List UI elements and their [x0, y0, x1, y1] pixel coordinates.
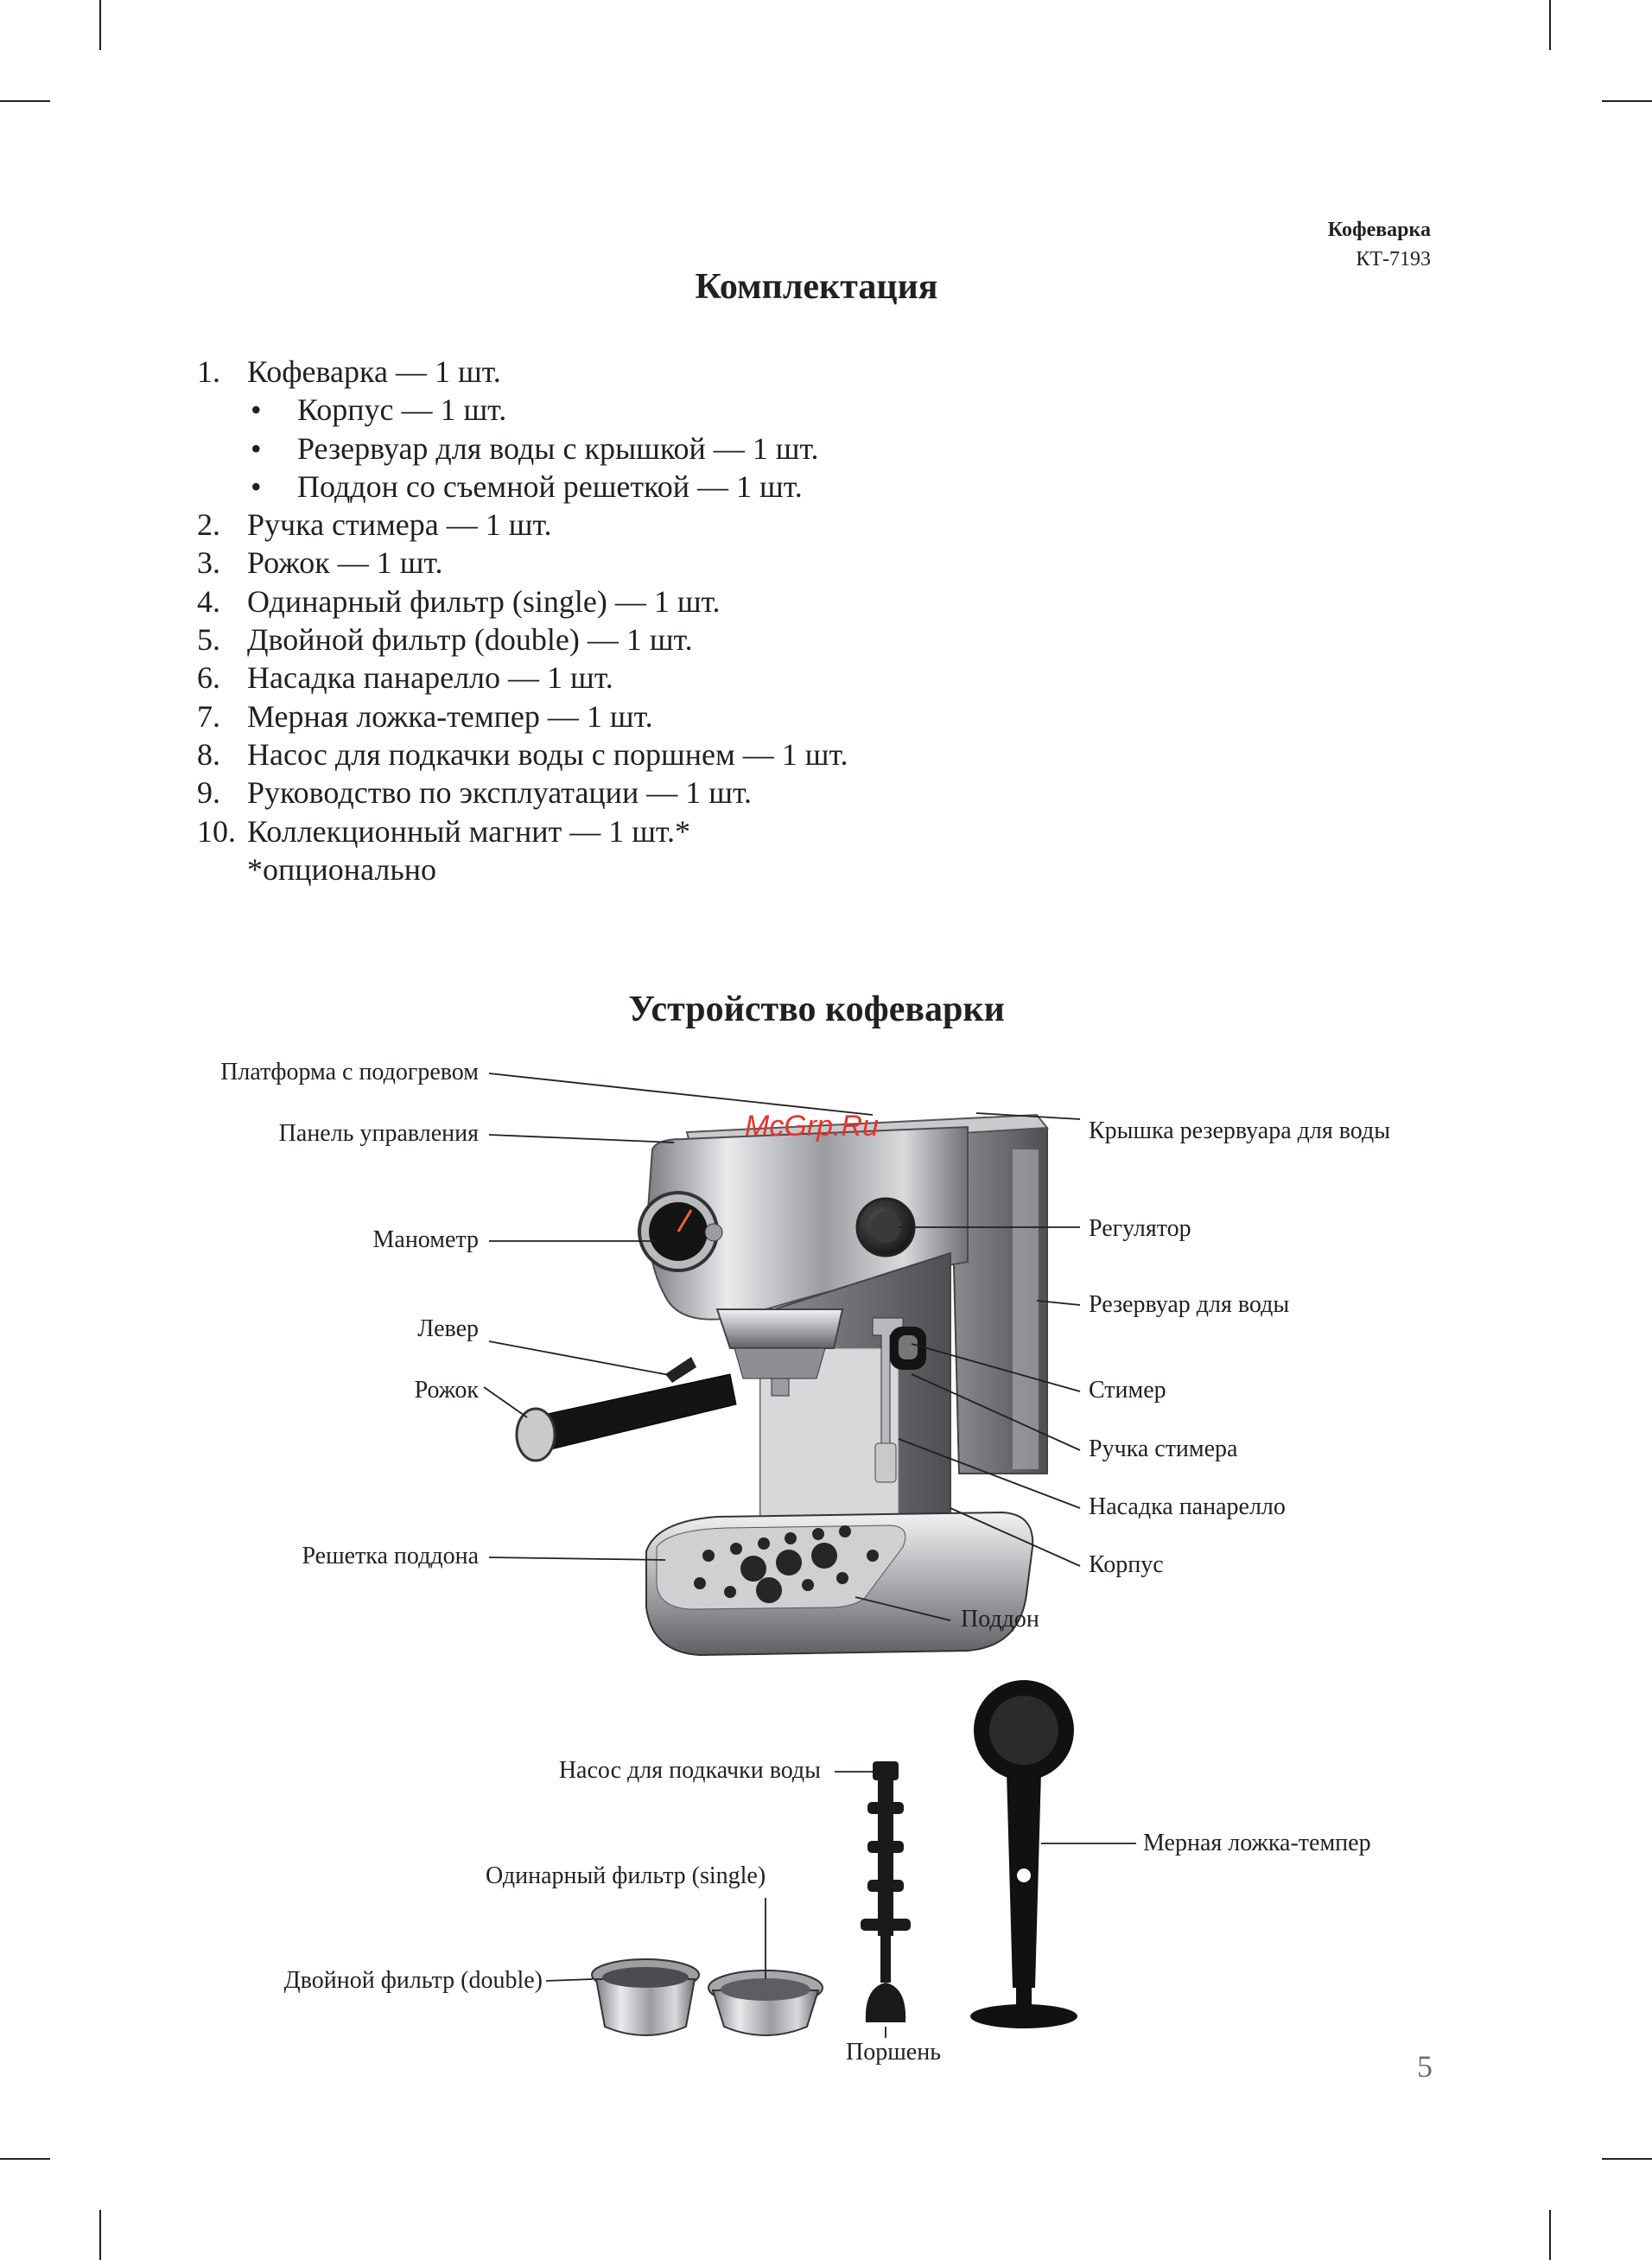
list-item-number: 6. — [197, 660, 220, 696]
list-item-text: Насос для подкачки воды с поршнем — 1 шт. — [247, 736, 848, 772]
list-item-number: • — [251, 468, 262, 504]
list-item-text: Насадка панарелло — 1 шт. — [247, 660, 613, 696]
list-item-number: 4. — [197, 583, 220, 619]
list-item-text: Руководство по эксплуатации — 1 шт. — [247, 775, 752, 811]
label-double-filter: Двойной фильтр (double) — [283, 1967, 543, 1994]
leader-portafilter — [484, 1387, 527, 1417]
leader-heating-platform — [489, 1073, 873, 1115]
list-item-text: Двойной фильтр (double) — 1 шт. — [247, 622, 693, 658]
label-single-filter: Одинарный фильтр (single) — [486, 1862, 766, 1889]
label-steamer: Стимер — [1089, 1377, 1166, 1404]
list-item-number: 1. — [197, 354, 220, 389]
label-lever: Левер — [417, 1315, 479, 1342]
label-heating-platform: Платформа с подогревом — [220, 1059, 479, 1085]
label-tank-lid: Крышка резервуара для воды — [1089, 1117, 1391, 1144]
label-tamper-spoon: Мерная ложка-темпер — [1143, 1830, 1371, 1856]
label-steamer-handle: Ручка стимера — [1089, 1436, 1238, 1462]
leader-control-panel — [489, 1135, 674, 1143]
coffee-machine-image — [517, 1115, 1047, 1655]
list-item-text: Корпус — 1 шт. — [297, 392, 507, 428]
list-item-text: Резервуар для воды с крышкой — 1 шт. — [297, 430, 819, 466]
label-body: Корпус — [1089, 1551, 1164, 1578]
label-panarello: Насадка панарелло — [1089, 1493, 1286, 1520]
header-model: КТ-7193 — [1356, 248, 1431, 271]
label-piston: Поршень — [846, 2039, 941, 2066]
label-knob: Регулятор — [1089, 1215, 1191, 1242]
list-item-number: 2. — [197, 507, 220, 543]
list-item-number: 9. — [197, 775, 220, 811]
page-number: 5 — [1417, 2049, 1433, 2084]
list-item-text: Поддон со съемной решеткой — 1 шт. — [297, 468, 803, 504]
list-item-number: 8. — [197, 736, 220, 772]
label-drip-tray: Поддон — [961, 1606, 1039, 1633]
list-item-text: Кофеварка — 1 шт. — [247, 354, 501, 389]
list-item-text: Одинарный фильтр (single) — 1 шт. — [247, 583, 721, 619]
list-item-number: 7. — [197, 698, 220, 734]
list-item-text: Рожок — 1 шт. — [247, 545, 443, 581]
label-water-tank: Резервуар для воды — [1089, 1291, 1290, 1318]
watermark-text: McGrp.Ru — [745, 1110, 879, 1143]
list-item-number: 10. — [197, 813, 236, 849]
label-portafilter: Рожок — [414, 1377, 479, 1404]
label-manometer: Манометр — [372, 1226, 479, 1253]
list-item-text: Коллекционный магнит — 1 шт.* — [247, 813, 690, 849]
label-control-panel: Панель управления — [278, 1120, 479, 1147]
list-item-text: Мерная ложка-темпер — 1 шт. — [247, 698, 653, 734]
accessories-image — [592, 1680, 1077, 2035]
list-item-number: • — [251, 392, 262, 428]
leader-lever — [489, 1341, 678, 1377]
list-item-number: 3. — [197, 545, 220, 581]
contents-title: Комплектация — [695, 267, 938, 307]
list-item-number: • — [251, 430, 262, 466]
list-item-number: 5. — [197, 622, 220, 658]
leader-drip-grate — [489, 1557, 665, 1560]
label-pump: Насос для подкачки воды — [558, 1757, 821, 1784]
header-product: Кофеварка — [1327, 219, 1431, 241]
label-drip-grate: Решетка поддона — [302, 1543, 479, 1569]
device-title: Устройство кофеварки — [628, 990, 1005, 1029]
list-item-text: Ручка стимера — 1 шт. — [247, 507, 552, 543]
leader-double-filter — [546, 1979, 593, 1981]
list-item-text: *опционально — [247, 851, 437, 887]
